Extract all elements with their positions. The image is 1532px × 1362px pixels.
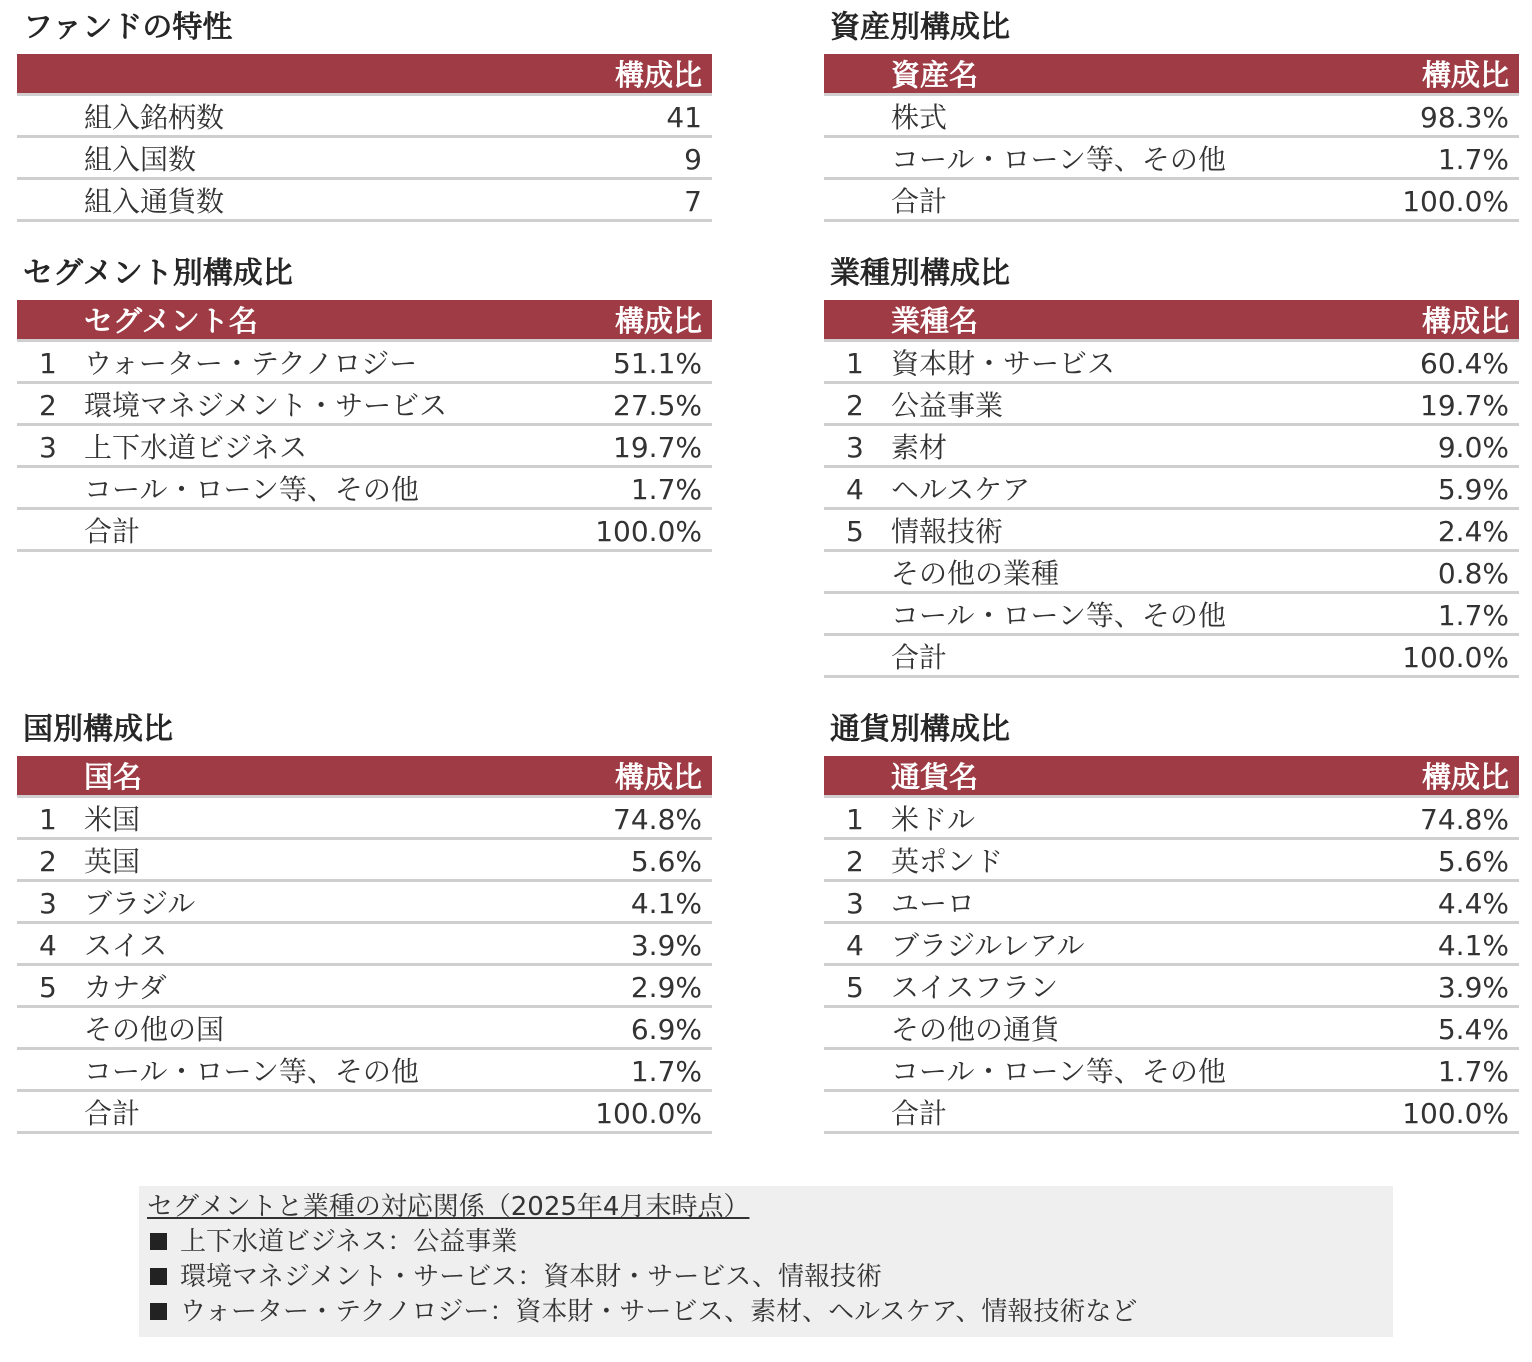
table-row [17, 1092, 712, 1134]
row-rank: 3 [39, 431, 57, 464]
row-value: 0.8% [1437, 557, 1509, 590]
table-row [824, 594, 1519, 636]
table-row [824, 1092, 1519, 1134]
table-row [824, 840, 1519, 882]
row-name: 合計 [891, 1097, 948, 1130]
note-item [147, 1225, 1393, 1260]
note-item-text: 上下水道ビジネス：公益事業 [180, 1227, 518, 1257]
note-item [147, 1260, 1393, 1295]
table-header [17, 54, 712, 96]
row-value: 100.0% [595, 1097, 702, 1130]
row-name: 合計 [891, 185, 948, 218]
row-name: 環境マネジメント・サービス [84, 389, 448, 422]
table-row [17, 798, 712, 840]
row-name: ブラジル [84, 887, 196, 920]
row-name: その他の国 [84, 1013, 225, 1046]
table-row [824, 384, 1519, 426]
row-value: 74.8% [1420, 803, 1509, 836]
row-name: 株式 [891, 101, 948, 134]
row-name: 組入銘柄数 [84, 101, 225, 134]
row-value: 4.1% [630, 887, 702, 920]
row-rank: 5 [846, 971, 864, 1004]
table-row [17, 342, 712, 384]
table-row [17, 468, 712, 510]
row-value: 1.7% [1437, 1055, 1509, 1088]
row-name: 合計 [891, 641, 948, 674]
row-name: 米ドル [891, 803, 976, 836]
table-row [824, 96, 1519, 138]
row-value: 19.7% [613, 431, 702, 464]
row-value: 5.4% [1437, 1013, 1509, 1046]
row-name: 組入国数 [84, 143, 197, 176]
row-value: 41 [666, 101, 702, 134]
value-header: 構成比 [614, 304, 702, 338]
row-name: コール・ローン等、その他 [84, 1055, 419, 1088]
row-value: 100.0% [1402, 1097, 1509, 1130]
row-value: 51.1% [613, 347, 702, 380]
row-value: 2.9% [630, 971, 702, 1004]
note-item-text: ウォーター・テクノロジー：資本財・サービス、素材、ヘルスケア、情報技術など [180, 1297, 1138, 1327]
table-row [824, 342, 1519, 384]
row-value: 1.7% [1437, 599, 1509, 632]
table-row [17, 426, 712, 468]
row-name: 合計 [84, 515, 141, 548]
segment-industry-note [139, 1186, 1393, 1337]
table-row [17, 180, 712, 222]
row-value: 2.4% [1437, 515, 1509, 548]
row-name: 米国 [84, 803, 141, 836]
table-header [824, 54, 1519, 96]
name-header: 国名 [84, 760, 143, 794]
table-row [824, 552, 1519, 594]
row-name: ブラジルレアル [891, 929, 1085, 962]
row-rank: 2 [39, 389, 57, 422]
row-name: スイスフラン [891, 971, 1059, 1004]
square-bullet-icon [150, 1303, 167, 1320]
segment-allocation-table [17, 256, 712, 552]
fund-characteristics-title: ファンドの特性 [23, 10, 233, 45]
note-title: セグメントと業種の対応関係（2025年4月末時点） [147, 1192, 750, 1222]
table-row [17, 840, 712, 882]
row-value: 7 [684, 185, 702, 218]
row-value: 9.0% [1437, 431, 1509, 464]
row-name: 公益事業 [891, 389, 1004, 422]
table-header [824, 300, 1519, 342]
row-value: 1.7% [1437, 143, 1509, 176]
table-row [824, 924, 1519, 966]
row-value: 4.4% [1437, 887, 1509, 920]
row-name: カナダ [84, 971, 167, 1004]
row-value: 19.7% [1420, 389, 1509, 422]
value-header: 構成比 [1421, 58, 1509, 92]
row-value: 3.9% [1437, 971, 1509, 1004]
table-header [824, 756, 1519, 798]
table-row [824, 138, 1519, 180]
asset-allocation-title: 資産別構成比 [830, 10, 1010, 45]
row-name: その他の業種 [891, 557, 1060, 590]
row-name: 情報技術 [891, 515, 1004, 548]
row-value: 4.1% [1437, 929, 1509, 962]
table-row [824, 510, 1519, 552]
row-value: 100.0% [1402, 185, 1509, 218]
row-rank: 2 [846, 845, 864, 878]
industry-allocation-title: 業種別構成比 [830, 256, 1010, 291]
name-header: セグメント名 [84, 304, 258, 338]
row-name: 素材 [891, 431, 948, 464]
row-name: 英ポンド [891, 845, 1004, 878]
row-value: 98.3% [1420, 101, 1509, 134]
table-row [17, 924, 712, 966]
table-row [824, 468, 1519, 510]
note-item-text: 環境マネジメント・サービス：資本財・サービス、情報技術 [180, 1262, 883, 1292]
row-name: ウォーター・テクノロジー [84, 347, 418, 380]
value-header: 構成比 [1421, 304, 1509, 338]
row-value: 5.6% [1437, 845, 1509, 878]
row-name: コール・ローン等、その他 [891, 143, 1226, 176]
name-header: 通貨名 [891, 760, 979, 794]
row-rank: 4 [39, 929, 57, 962]
table-row [824, 636, 1519, 678]
row-name: コール・ローン等、その他 [891, 1055, 1226, 1088]
row-name: コール・ローン等、その他 [891, 599, 1226, 632]
row-rank: 1 [39, 803, 57, 836]
table-row [17, 1008, 712, 1050]
row-rank: 5 [846, 515, 864, 548]
currency-allocation-title: 通貨別構成比 [830, 712, 1010, 747]
table-row [17, 384, 712, 426]
asset-allocation-table [824, 10, 1519, 222]
row-rank: 2 [39, 845, 57, 878]
row-name: その他の通貨 [891, 1013, 1060, 1046]
row-name: コール・ローン等、その他 [84, 473, 419, 506]
row-value: 74.8% [613, 803, 702, 836]
row-rank: 1 [39, 347, 57, 380]
row-rank: 4 [846, 473, 864, 506]
row-value: 5.6% [630, 845, 702, 878]
name-header: 業種名 [891, 304, 979, 338]
row-rank: 3 [846, 887, 864, 920]
table-row [824, 882, 1519, 924]
row-value: 1.7% [630, 473, 702, 506]
value-header: 構成比 [614, 760, 702, 794]
value-header: 構成比 [1421, 760, 1509, 794]
table-row [17, 138, 712, 180]
row-value: 9 [684, 143, 702, 176]
row-rank: 1 [846, 803, 864, 836]
row-value: 5.9% [1437, 473, 1509, 506]
row-rank: 4 [846, 929, 864, 962]
square-bullet-icon [150, 1233, 167, 1250]
row-rank: 2 [846, 389, 864, 422]
table-row [17, 96, 712, 138]
row-rank: 3 [846, 431, 864, 464]
row-value: 60.4% [1420, 347, 1509, 380]
note-item [147, 1295, 1393, 1330]
row-value: 1.7% [630, 1055, 702, 1088]
row-rank: 1 [846, 347, 864, 380]
row-name: 組入通貨数 [84, 185, 225, 218]
row-name: 上下水道ビジネス [84, 431, 308, 464]
segment-allocation-title: セグメント別構成比 [23, 256, 293, 291]
table-row [824, 180, 1519, 222]
row-value: 100.0% [1402, 641, 1509, 674]
fund-characteristics-table [17, 10, 712, 222]
row-value: 3.9% [630, 929, 702, 962]
row-value: 100.0% [595, 515, 702, 548]
table-row [17, 510, 712, 552]
table-row [17, 1050, 712, 1092]
row-name: 英国 [84, 845, 141, 878]
table-row [17, 966, 712, 1008]
row-name: スイス [84, 929, 168, 962]
currency-allocation-table [824, 712, 1519, 1134]
row-rank: 3 [39, 887, 57, 920]
country-allocation-title: 国別構成比 [23, 712, 173, 747]
name-header: 資産名 [891, 58, 979, 92]
table-header [17, 300, 712, 342]
table-row [824, 1008, 1519, 1050]
row-name: 合計 [84, 1097, 141, 1130]
industry-allocation-table [824, 256, 1519, 678]
table-row [17, 882, 712, 924]
table-row [824, 798, 1519, 840]
square-bullet-icon [150, 1268, 167, 1285]
row-name: ヘルスケア [891, 473, 1031, 506]
row-rank: 5 [39, 971, 57, 1004]
value-header: 構成比 [614, 58, 702, 92]
table-row [824, 1050, 1519, 1092]
row-name: 資本財・サービス [891, 347, 1116, 380]
row-value: 6.9% [630, 1013, 702, 1046]
row-name: ユーロ [891, 887, 976, 920]
country-allocation-table [17, 712, 712, 1134]
table-header [17, 756, 712, 798]
table-row [824, 966, 1519, 1008]
row-value: 27.5% [613, 389, 702, 422]
table-row [824, 426, 1519, 468]
